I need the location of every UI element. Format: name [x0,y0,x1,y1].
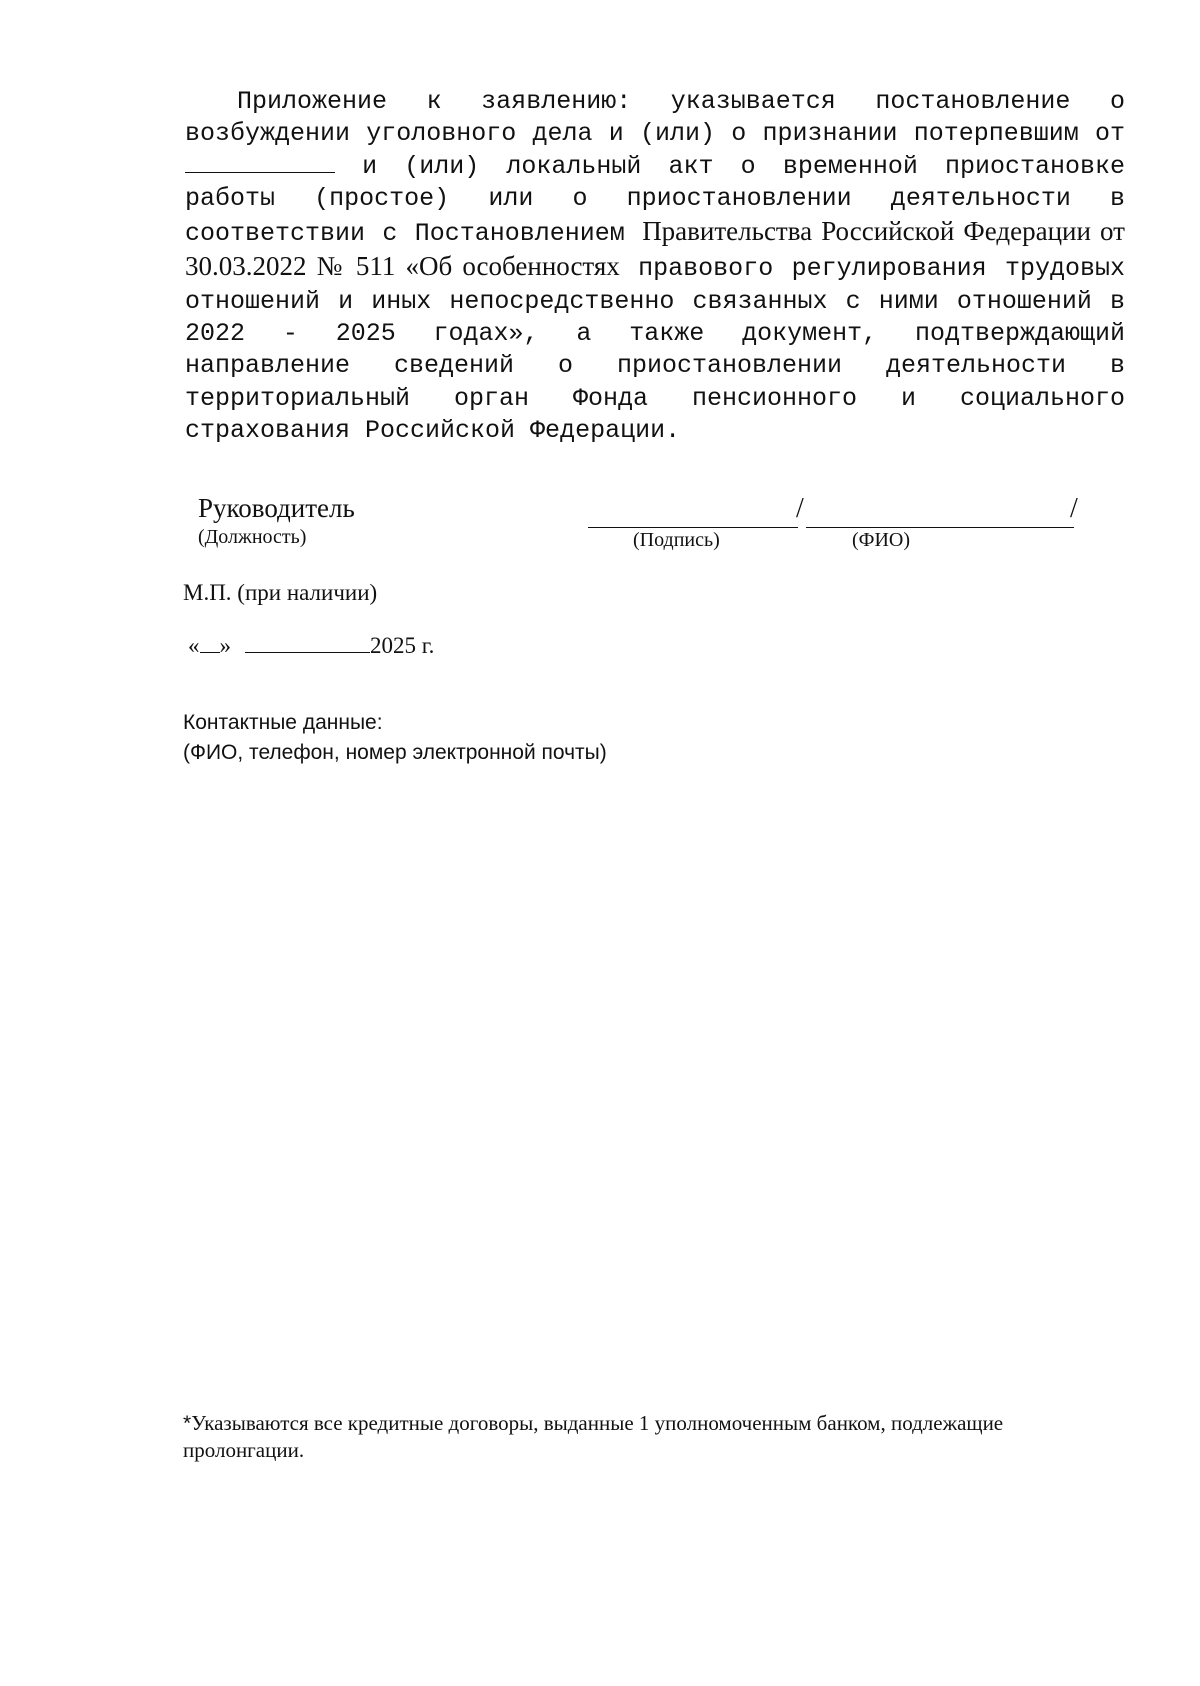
signature-slash-1: / [796,493,804,524]
footnote-text: Указываются все кредитные договоры, выданные 1 уполномоченным банком, подлежащие пролонгации. [183,1411,1004,1462]
appendix-text-part1: Приложение к заявлению: указывается постановление о возбуждении уголовного дела и (или) о признании потерпевшим от [185,87,1125,149]
position-value: Руководитель [198,493,355,523]
footnote [183,1410,1128,1463]
appendix-paragraph [185,86,1125,447]
date-month-blank [245,634,370,653]
date-year: 2025 г. [370,633,435,658]
date-row [188,632,434,660]
position-caption: (Должность) [198,526,307,548]
seal-note: М.П. (при наличии) [183,580,378,605]
appendix-text-part2: и (или) локальный акт о временной приостановке работы (простое) или о приостановлении деятельности в соответствии с Постановлением [185,151,1125,249]
appendix-text-part3: Правительства Российской Федерации от 30.03.2022 № 511 «Об особенностях [185,216,1125,282]
date-close-quote: » [219,633,231,658]
signature-slash-2: / [1070,493,1078,524]
full-name-caption: (ФИО) [852,529,911,551]
appendix-text-part4: правового регулирования трудовых отношений и иных непосредственно связанных с ними отношений в 2022 - 2025 годах», а также документ, подтверждающий направление сведений о приостановлении деятельности в территориальный орган Фонда пенсионного и социального страхования Российской Федерации. [185,254,1125,445]
contacts-hint: (ФИО, телефон, номер электронной почты) [183,741,607,764]
victim-source-blank [185,152,335,173]
full-name-line [806,527,1074,528]
date-open-quote: « [188,633,200,658]
signature-caption: (Подпись) [633,529,720,551]
date-day-blank [200,634,220,653]
contacts-label: Контактные данные: [183,711,383,734]
footnote-star: * [183,1412,192,1435]
